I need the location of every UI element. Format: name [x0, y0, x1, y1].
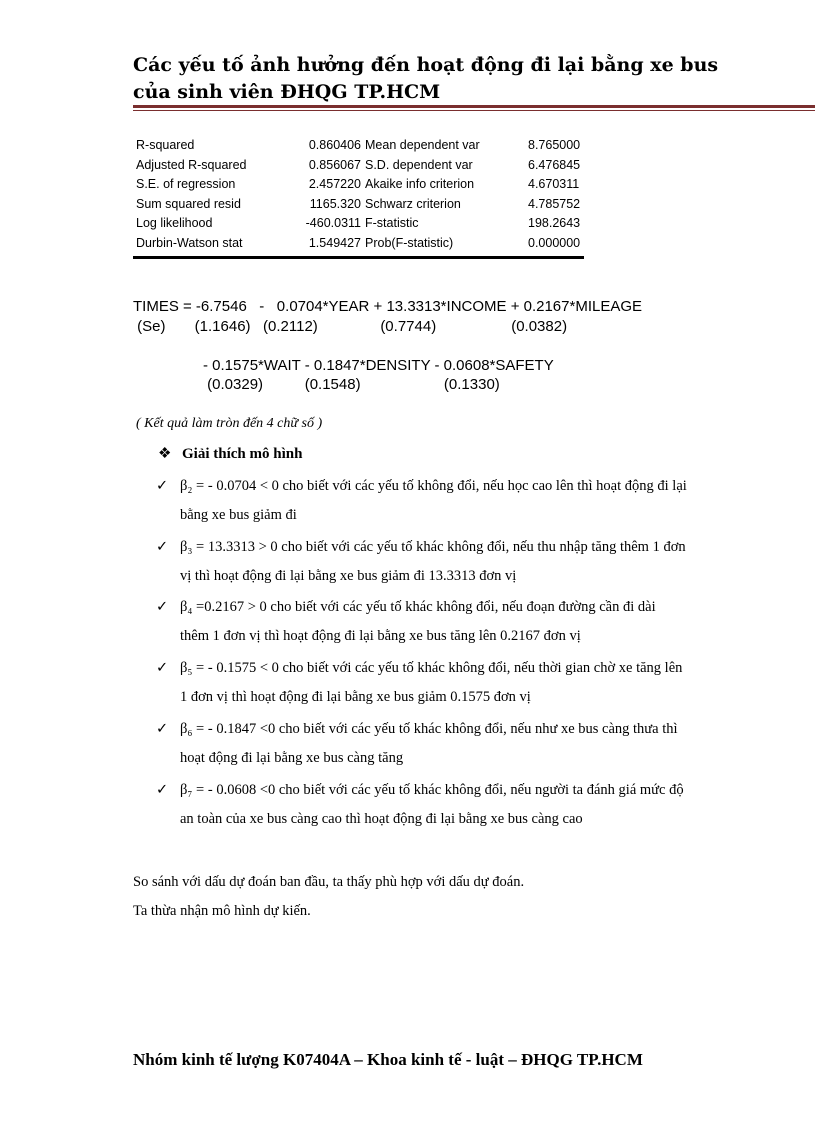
- conclusion-text: Ta thừa nhận mô hình dự kiến.: [133, 903, 311, 919]
- stat-label-2: S.D. dependent var: [365, 157, 473, 172]
- stat-label-2: Schwarz criterion: [365, 196, 461, 211]
- stat-label: Log likelihood: [136, 216, 213, 230]
- list-item-line: vị thì hoạt động đi lại bằng xe bus giảm đi 13.3313 đơn vị: [180, 568, 517, 584]
- stat-label-2: Mean dependent var: [365, 138, 480, 152]
- list-item-line: β₇ = - 0.0608 <0 cho biết với các yếu tố khác không đổi, nếu người ta đánh giá mức độ: [180, 782, 684, 798]
- title-rule-thin: [133, 110, 815, 111]
- equation-se-line: (Se) (1.1646) (0.2112) (0.7744) (0.0382): [133, 318, 568, 335]
- stat-value: 0.860406: [308, 138, 361, 152]
- check-icon: ✓: [156, 721, 169, 737]
- list-item-line: an toàn của xe bus càng cao thì hoạt động đi lại bằng xe bus càng cao: [180, 811, 583, 827]
- stat-value-2: 0.000000: [528, 235, 581, 250]
- stat-value: 1165.320: [309, 196, 361, 211]
- section-heading: [158, 444, 302, 463]
- stat-label-2: Akaike info criterion: [365, 177, 475, 191]
- list-item-line: β₅ = - 0.1575 < 0 cho biết với các yếu tố khác không đổi, nếu thời gian chờ xe tăng lên: [180, 660, 683, 676]
- stat-value: 0.856067: [308, 157, 361, 172]
- check-icon: ✓: [156, 782, 169, 798]
- list-item-line: 1 đơn vị thì hoạt động đi lại bằng xe bus giảm 0.1575 đơn vị: [180, 689, 531, 705]
- check-icon: ✓: [156, 478, 169, 494]
- stat-label: Durbin-Watson stat: [136, 235, 243, 250]
- diamond-bullet-icon: ❖: [158, 446, 172, 462]
- check-icon: ✓: [156, 599, 169, 615]
- list-item-line: thêm 1 đơn vị thì hoạt động đi lại bằng xe bus tăng lên 0.2167 đơn vị: [180, 628, 581, 644]
- section-heading-text: Giải thích mô hình: [182, 446, 303, 462]
- list-item: [156, 776, 756, 834]
- stat-label-2: F-statistic: [365, 216, 419, 230]
- stat-label: S.E. of regression: [136, 177, 236, 191]
- stat-value-2: 8.765000: [528, 138, 581, 152]
- stat-label: Adjusted R-squared: [136, 157, 247, 172]
- list-item-line: β₃ = 13.3313 > 0 cho biết với các yếu tố khác không đổi, nếu thu nhập tăng thêm 1 đơn: [180, 539, 686, 555]
- list-item-line: bằng xe bus giảm đi: [180, 507, 297, 523]
- check-icon: ✓: [156, 539, 169, 555]
- page-footer: Nhóm kinh tế lượng K07404A – Khoa kinh tế - luật – ĐHQG TP.HCM: [133, 1050, 643, 1069]
- list-item: [156, 472, 756, 530]
- list-item: [156, 715, 756, 773]
- list-item: [156, 654, 756, 712]
- list-item: [156, 593, 756, 651]
- equation-se-line: (0.0329) (0.1548) (0.1330): [203, 376, 500, 393]
- list-item-line: hoạt động đi lại bằng xe bus càng tăng: [180, 750, 404, 766]
- check-icon: ✓: [156, 660, 169, 676]
- list-item-line: β₄ =0.2167 > 0 cho biết với các yếu tố khác không đổi, nếu đoạn đường cần đi dài: [180, 599, 656, 615]
- stat-value: 2.457220: [308, 177, 361, 191]
- stat-value-2: 4.670311: [528, 177, 580, 191]
- stat-value: -460.0311: [305, 216, 361, 230]
- list-item-line: β₆ = - 0.1847 <0 cho biết với các yếu tố khác không đổi, nếu như xe bus càng thưa thì: [180, 721, 678, 737]
- document-title: Các yếu tố ảnh hưởng đến hoạt động đi lại bằng xe bus của sinh viên ĐHQG TP.HCM: [133, 54, 719, 103]
- stat-label: Sum squared resid: [136, 196, 241, 211]
- stat-value-2: 6.476845: [528, 157, 581, 172]
- equation-line: - 0.1575*WAIT - 0.1847*DENSITY - 0.0608*SAFETY: [203, 357, 554, 374]
- stat-value-2: 4.785752: [528, 196, 581, 211]
- stat-value: 1.549427: [308, 235, 361, 250]
- rounding-note: ( Kết quả làm tròn đến 4 chữ số ): [136, 416, 323, 431]
- list-item-line: β₂ = - 0.0704 < 0 cho biết với các yếu tố không đổi, nếu học cao lên thì hoạt động đi lại: [180, 478, 687, 494]
- table-bottom-rule: [133, 256, 584, 259]
- conclusion-text: So sánh với dấu dự đoán ban đầu, ta thấy phù hợp với dấu dự đoán.: [133, 874, 525, 890]
- stat-label: R-squared: [136, 138, 195, 152]
- list-item: [156, 533, 756, 591]
- stat-label-2: Prob(F-statistic): [365, 235, 454, 250]
- equation-line: TIMES = -6.7546 - 0.0704*YEAR + 13.3313*INCOME + 0.2167*MILEAGE: [133, 298, 643, 315]
- stat-value-2: 198.2643: [528, 216, 581, 230]
- title-rule-thick: [133, 105, 815, 108]
